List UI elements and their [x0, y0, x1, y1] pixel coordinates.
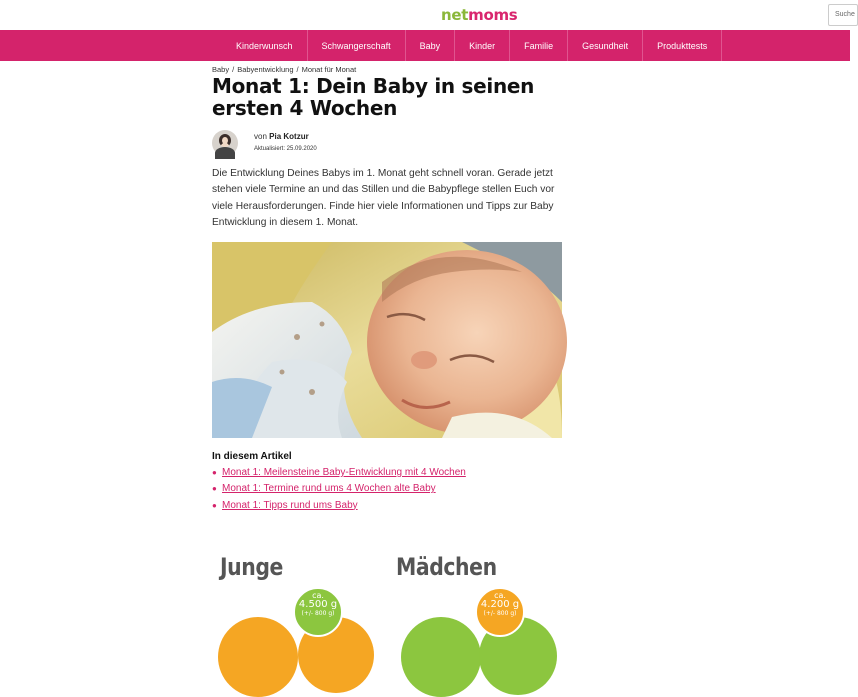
girl-bubble-left: [401, 617, 481, 697]
nav-item-schwangerschaft[interactable]: Schwangerschaft: [308, 30, 406, 61]
updated-date: Aktualisiert: 25.09.2020: [254, 146, 317, 152]
breadcrumb-baby[interactable]: Baby: [212, 65, 230, 74]
breadcrumb-separator: /: [232, 65, 235, 74]
toc-title: In diesem Artikel: [212, 451, 292, 462]
girl-weight-range: (+/- 800 g): [483, 609, 517, 617]
author-avatar[interactable]: [212, 130, 238, 156]
boy-weight-range: (+/- 800 g): [301, 609, 335, 617]
girl-weight-prefix: ca.: [494, 591, 506, 600]
logo-net: net: [441, 6, 469, 24]
nav-item-gesundheit[interactable]: Gesundheit: [568, 30, 643, 61]
nav-item-kinder[interactable]: Kinder: [455, 30, 510, 61]
toc-list: [212, 465, 466, 514]
netmoms-logo[interactable]: [441, 6, 517, 24]
nav-item-produkttests[interactable]: Produkttests: [643, 30, 722, 61]
breadcrumb-monat-fuer-monat[interactable]: Monat für Monat: [301, 65, 357, 74]
main-nav: [0, 30, 850, 61]
toc-item: [212, 465, 466, 481]
search-input[interactable]: Suche: [828, 4, 858, 26]
toc-item: [212, 481, 466, 497]
bullet-icon: ●: [212, 468, 217, 477]
nav-item-baby[interactable]: Baby: [406, 30, 456, 61]
author-line: [254, 132, 309, 141]
bullet-icon: ●: [212, 484, 217, 494]
toc-item: [212, 498, 466, 514]
hero-image-sleeping-baby: [212, 242, 562, 438]
girl-weight-value: 4.200 g: [480, 599, 520, 611]
boy-weight-text: [293, 592, 343, 617]
infographic-label-maedchen: Mädchen: [396, 553, 497, 581]
nav-item-kinderwunsch[interactable]: Kinderwunsch: [222, 30, 308, 61]
author-name[interactable]: Pia Kotzur: [269, 132, 309, 141]
top-bar: [0, 0, 855, 30]
nav-item-familie[interactable]: Familie: [510, 30, 568, 61]
boy-weight-value: 4.500 g: [298, 599, 338, 611]
breadcrumb: [212, 65, 356, 74]
breadcrumb-babyentwicklung[interactable]: Babyentwicklung: [237, 65, 294, 74]
breadcrumb-separator: /: [296, 65, 299, 74]
toc-link-termine[interactable]: Monat 1: Termine rund ums 4 Wochen alte Baby: [222, 483, 436, 495]
toc-link-meilensteine[interactable]: Monat 1: Meilensteine Baby-Entwicklung mit 4 Wochen: [222, 467, 466, 478]
logo-moms: moms: [468, 6, 518, 24]
bullet-icon: ●: [212, 500, 217, 510]
page-title: Monat 1: Dein Baby in seinen ersten 4 Wochen: [212, 74, 535, 120]
boy-bubble-left: [218, 617, 298, 697]
girl-weight-text: [475, 592, 525, 617]
toc-link-tipps[interactable]: Monat 1: Tipps rund ums Baby: [222, 499, 358, 511]
author-prefix: von: [254, 132, 267, 141]
intro-text: Die Entwicklung Deines Babys im 1. Monat geht schnell voran. Gerade jetzt stehen viele Termine an und das Stillen und die Babypflege stellen Euch vor viele Herausforderungen. Finde hier viele Informationen und Tipps zur Baby Entwicklung in diesem 1. Monat.: [212, 168, 555, 228]
boy-weight-prefix: ca.: [312, 591, 324, 600]
infographic-label-junge: Junge: [220, 553, 283, 581]
